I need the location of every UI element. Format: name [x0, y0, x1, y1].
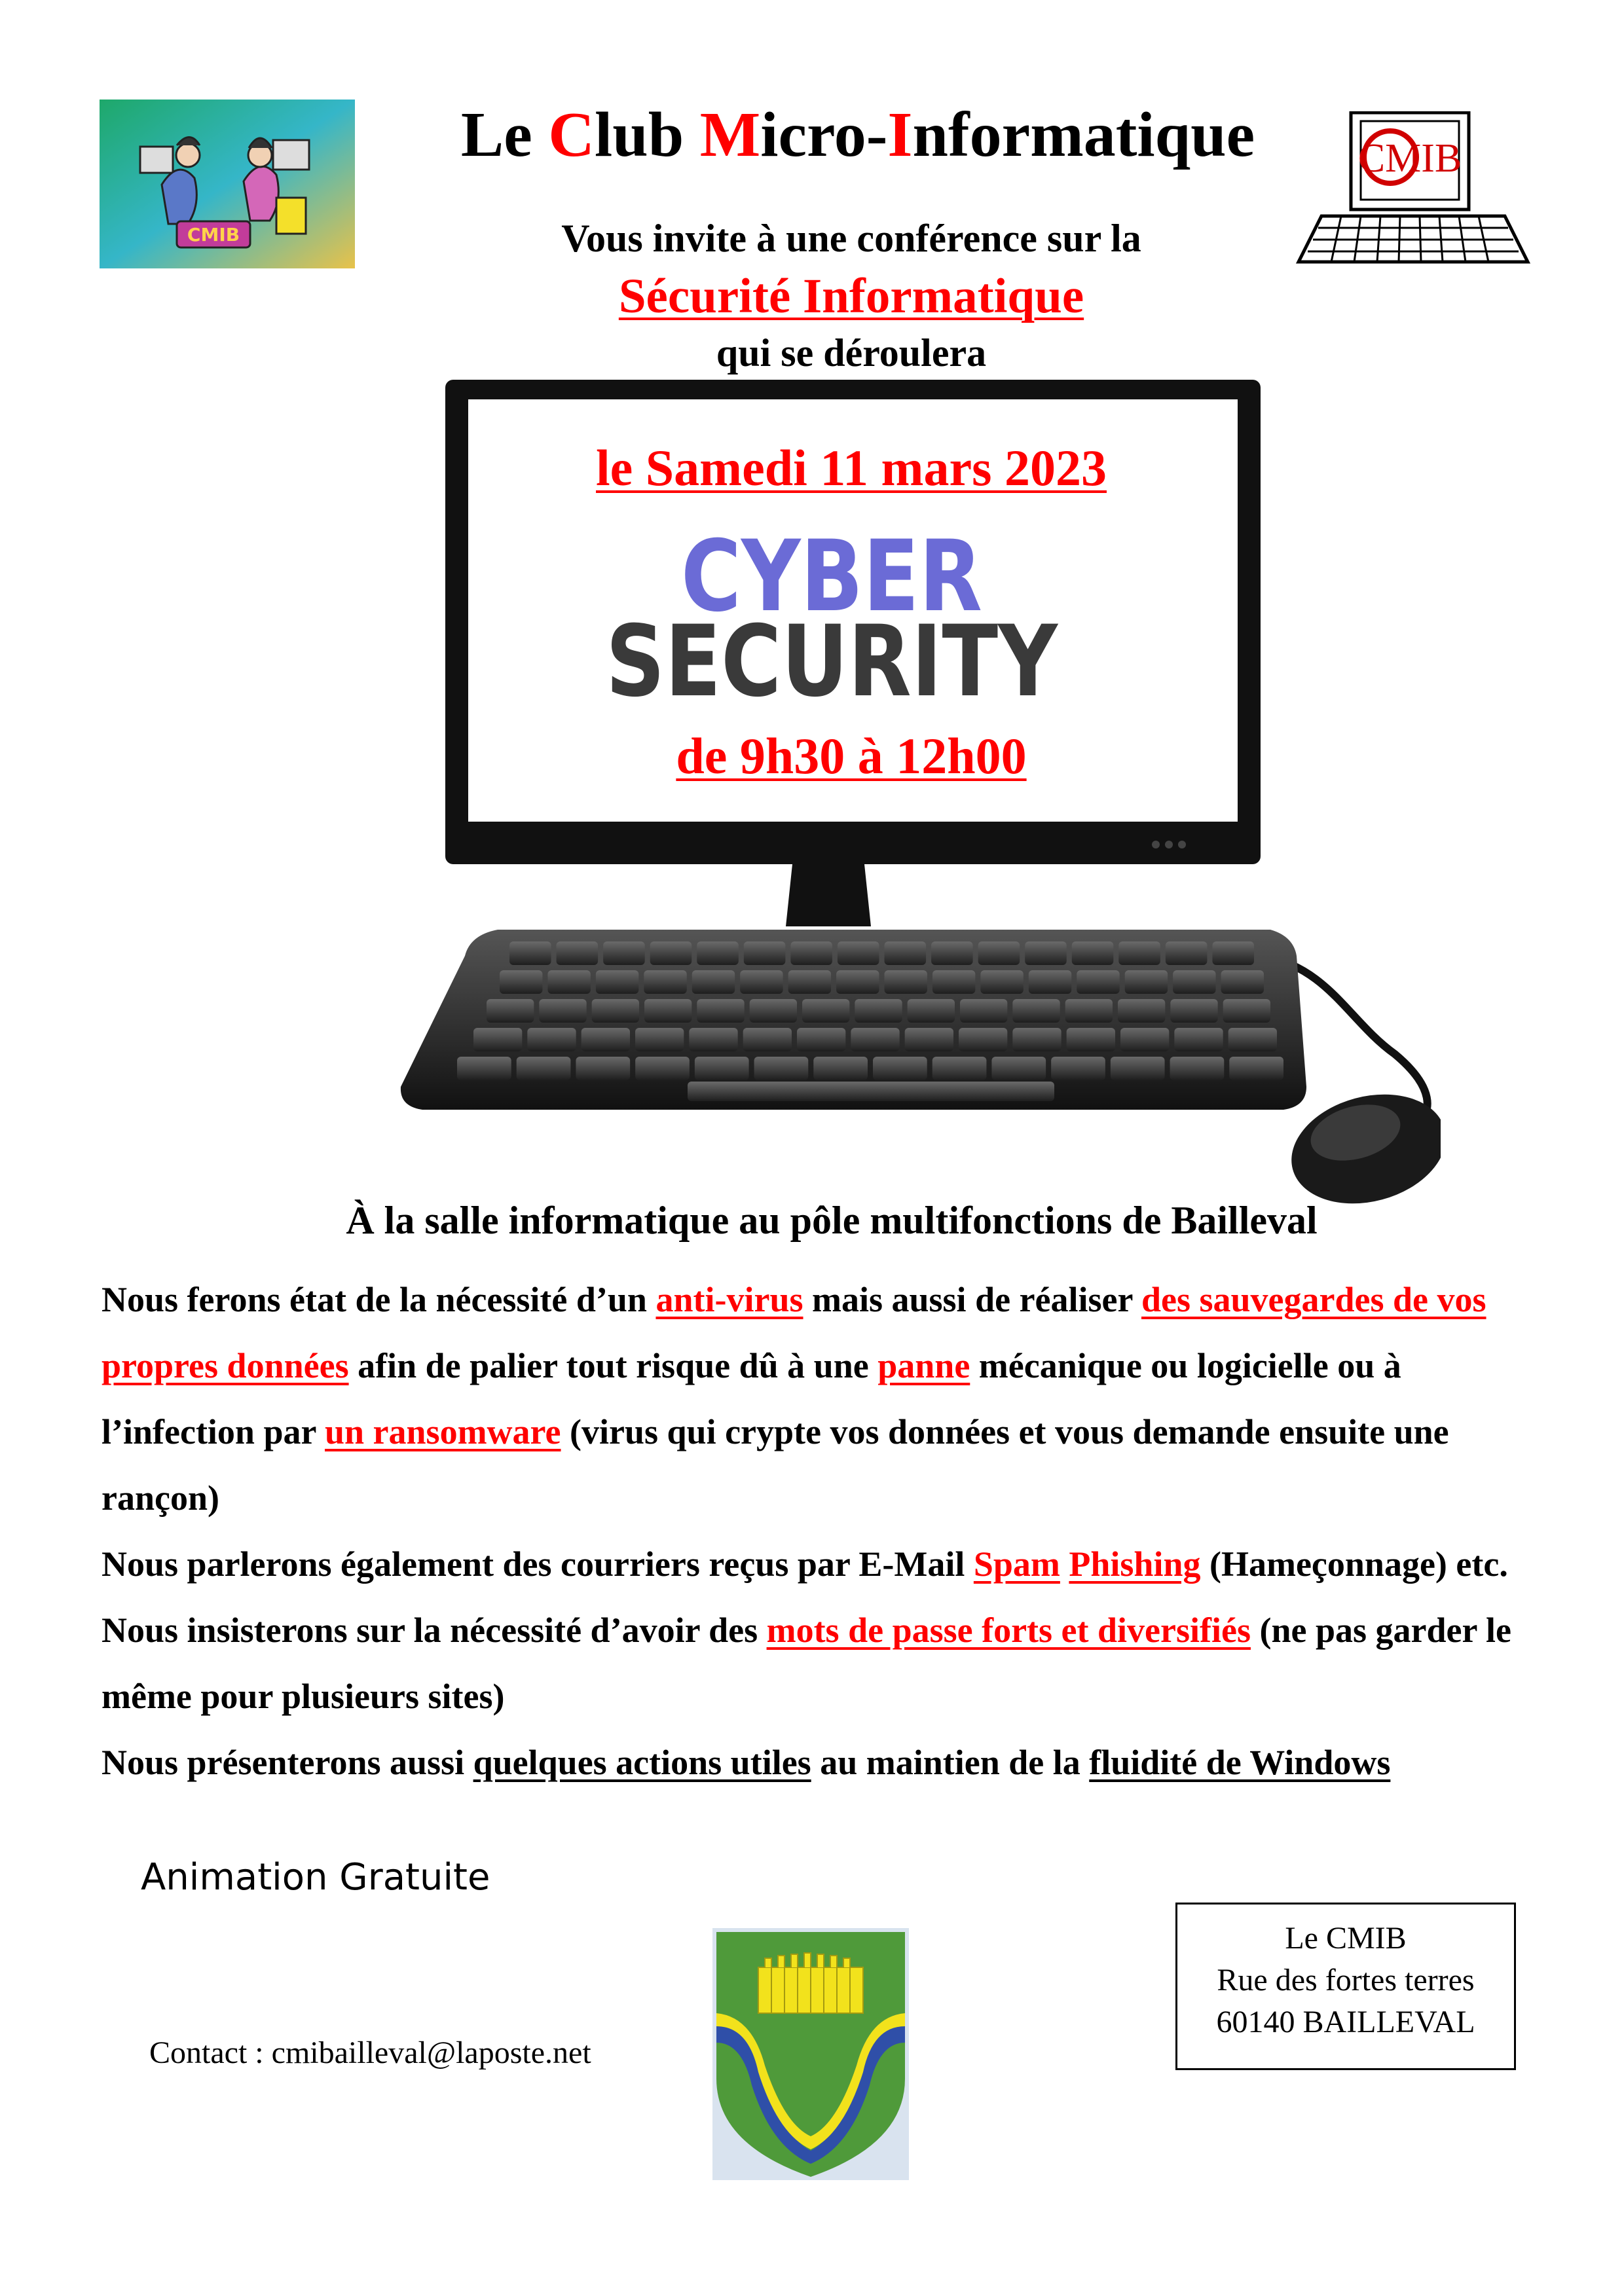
keyboard-key [697, 941, 739, 965]
keyboard-key [813, 1057, 868, 1080]
body-text-segment: Nous parlerons également des courriers reçus par E-Mail [101, 1544, 974, 1584]
keyboard-key [500, 970, 542, 994]
monitor-stand [786, 864, 871, 926]
keyboard-key [978, 941, 1020, 965]
keyboard-key [1221, 970, 1264, 994]
body-text-segment: afin de palier tout risque dû à une [348, 1346, 878, 1385]
event-date: le Samedi 11 mars 2023 [596, 439, 1107, 496]
keyboard-key [695, 1057, 749, 1080]
keyboard-key [1223, 999, 1270, 1023]
keyboard-key [851, 1028, 899, 1051]
keyboard-key [1012, 1028, 1061, 1051]
title-part: icro- [760, 100, 888, 170]
address-line: Rue des fortes terres [1217, 1963, 1475, 1997]
body-paragraph [101, 1531, 1542, 1597]
keyboard-key [581, 1028, 630, 1051]
body-text-segment: Nous ferons état de la nécessité d’un [101, 1280, 656, 1319]
keyboard-key [557, 941, 599, 965]
keyboard-key [750, 999, 797, 1023]
highlighted-term: mots de passe forts et diversifiés [766, 1611, 1251, 1650]
keyboard-key [1111, 1057, 1165, 1080]
keyboard-key [697, 999, 744, 1023]
cyber-word: CYBER [681, 520, 982, 634]
highlighted-term: un ransomware [324, 1412, 561, 1451]
unroll-line: qui se déroulera [716, 331, 987, 374]
keyboard-key [1174, 1028, 1223, 1051]
page-title [0, 98, 1624, 172]
keyboard-key [1077, 970, 1119, 994]
conference-topic: Sécurité Informatique [618, 269, 1084, 323]
title-part: Le [460, 100, 549, 170]
body-paragraph [101, 1267, 1542, 1531]
security-word: SECURITY [606, 605, 1059, 719]
keyboard-key [1065, 999, 1113, 1023]
keyboard-key [908, 999, 955, 1023]
keyboard-key [743, 1028, 792, 1051]
keyboard-key [1125, 970, 1168, 994]
keyboard-key [527, 1028, 576, 1051]
keyboard-key [836, 970, 879, 994]
keyboard-key [790, 941, 832, 965]
keyboard-key [457, 1057, 511, 1080]
animation-note: Animation Gratuite [141, 1856, 490, 1899]
keyboard-key [1212, 941, 1254, 965]
keyboard-key [1067, 1028, 1115, 1051]
address-line: 60140 BAILLEVAL [1216, 2005, 1475, 2039]
keyboard-key [1051, 1057, 1105, 1080]
left-logo-text: CMIB [187, 224, 240, 246]
keyboard-key [539, 999, 586, 1023]
body-text-segment: Nous présenterons aussi [101, 1743, 473, 1782]
body-paragraph [101, 1730, 1542, 1796]
keyboard-key [991, 1057, 1046, 1080]
keyboard-key [1229, 1057, 1283, 1080]
keyboard-key [744, 941, 786, 965]
keyboard-key [932, 1057, 987, 1080]
keyboard-key [1173, 970, 1215, 994]
highlighted-term: quelques actions utiles [473, 1743, 811, 1782]
keyboard-key [692, 970, 735, 994]
venue-line: À la salle informatique au pôle multifonctions de Bailleval [346, 1199, 1318, 1242]
keyboard-key [1170, 999, 1217, 1023]
keyboard-key [635, 1057, 690, 1080]
keyboard-key [1166, 941, 1208, 965]
highlighted-term: Spam [973, 1544, 1060, 1584]
keyboard-key [1118, 941, 1160, 965]
highlighted-term: fluidité de Windows [1089, 1743, 1391, 1782]
title-part: I [887, 100, 913, 170]
keyboard-key [788, 970, 831, 994]
title-part: lub [595, 100, 700, 170]
title-part: C [548, 100, 595, 170]
keyboard-key [838, 941, 879, 965]
address-box [1175, 1903, 1516, 2070]
keyboard-key [980, 970, 1023, 994]
body-text [101, 1267, 1542, 1796]
keyboard-key [592, 999, 639, 1023]
body-text-segment: (virus qui crypte vos données et vous demande ensuite une rançon) [101, 1412, 1449, 1518]
body-paragraph [101, 1597, 1542, 1730]
keyboard-key [547, 970, 590, 994]
keyboard-key [960, 999, 1007, 1023]
keyboard-key [1228, 1028, 1277, 1051]
keyboard-key [905, 1028, 953, 1051]
keyboard-key [517, 1057, 571, 1080]
right-logo-text: CMIB [1357, 136, 1462, 181]
keyboard-key [1072, 941, 1114, 965]
keyboard-key [1025, 941, 1067, 965]
bailleval-crest [712, 1928, 909, 2180]
keyboard-key [1118, 999, 1165, 1023]
keyboard-key [1012, 999, 1060, 1023]
highlighted-term: panne [877, 1346, 970, 1385]
keyboard-spacebar [688, 1082, 1054, 1101]
keyboard-key [576, 1057, 630, 1080]
keyboard-key [885, 941, 927, 965]
body-text-segment: au maintien de la [811, 1743, 1090, 1782]
keyboard-key [873, 1057, 927, 1080]
keyboard-key [754, 1057, 809, 1080]
keyboard-key [1120, 1028, 1169, 1051]
keyboard-key [487, 999, 534, 1023]
body-text-segment [1060, 1544, 1069, 1584]
keyboard-key [644, 999, 692, 1023]
keyboard-key [932, 970, 975, 994]
keyboard-key [931, 941, 973, 965]
keyboard-key [635, 1028, 684, 1051]
title-part: M [699, 100, 761, 170]
body-text-segment: (ne pas garder le même pour plusieurs sites) [101, 1611, 1511, 1716]
keyboard-key [473, 1028, 522, 1051]
keyboard-key [959, 1028, 1007, 1051]
keyboard-key [802, 999, 849, 1023]
body-text-segment: mais aussi de réaliser [803, 1280, 1141, 1319]
keyboard-key [797, 1028, 845, 1051]
highlighted-term: anti-virus [655, 1280, 803, 1319]
keyboard-key [740, 970, 783, 994]
keyboard-key [509, 941, 551, 965]
keyboard-key [1029, 970, 1071, 994]
highlighted-term: des sauvegardes de vos propres données [101, 1280, 1486, 1385]
event-hours: de 9h30 à 12h00 [676, 727, 1027, 784]
keyboard-key [603, 941, 645, 965]
keyboard-key [689, 1028, 737, 1051]
keyboard-key [596, 970, 638, 994]
keyboard-key [1170, 1057, 1225, 1080]
invite-line: Vous invite à une conférence sur la [561, 217, 1141, 260]
highlighted-term: Phishing [1069, 1544, 1201, 1584]
body-text-segment: (Hameçonnage) etc. [1200, 1544, 1508, 1584]
keyboard-key [644, 970, 686, 994]
address-line: Le CMIB [1285, 1921, 1407, 1956]
title-part: nformatique [912, 100, 1255, 170]
keyboard-key [855, 999, 902, 1023]
keyboard-key [650, 941, 692, 965]
keyboard-key [885, 970, 927, 994]
contact-email[interactable]: Contact : cmibailleval@laposte.net [149, 2035, 591, 2070]
body-text-segment: Nous insisterons sur la nécessité d’avoir des [101, 1611, 767, 1650]
body-text-segment: mécanique ou logicielle ou à l’infection par [101, 1346, 1401, 1451]
